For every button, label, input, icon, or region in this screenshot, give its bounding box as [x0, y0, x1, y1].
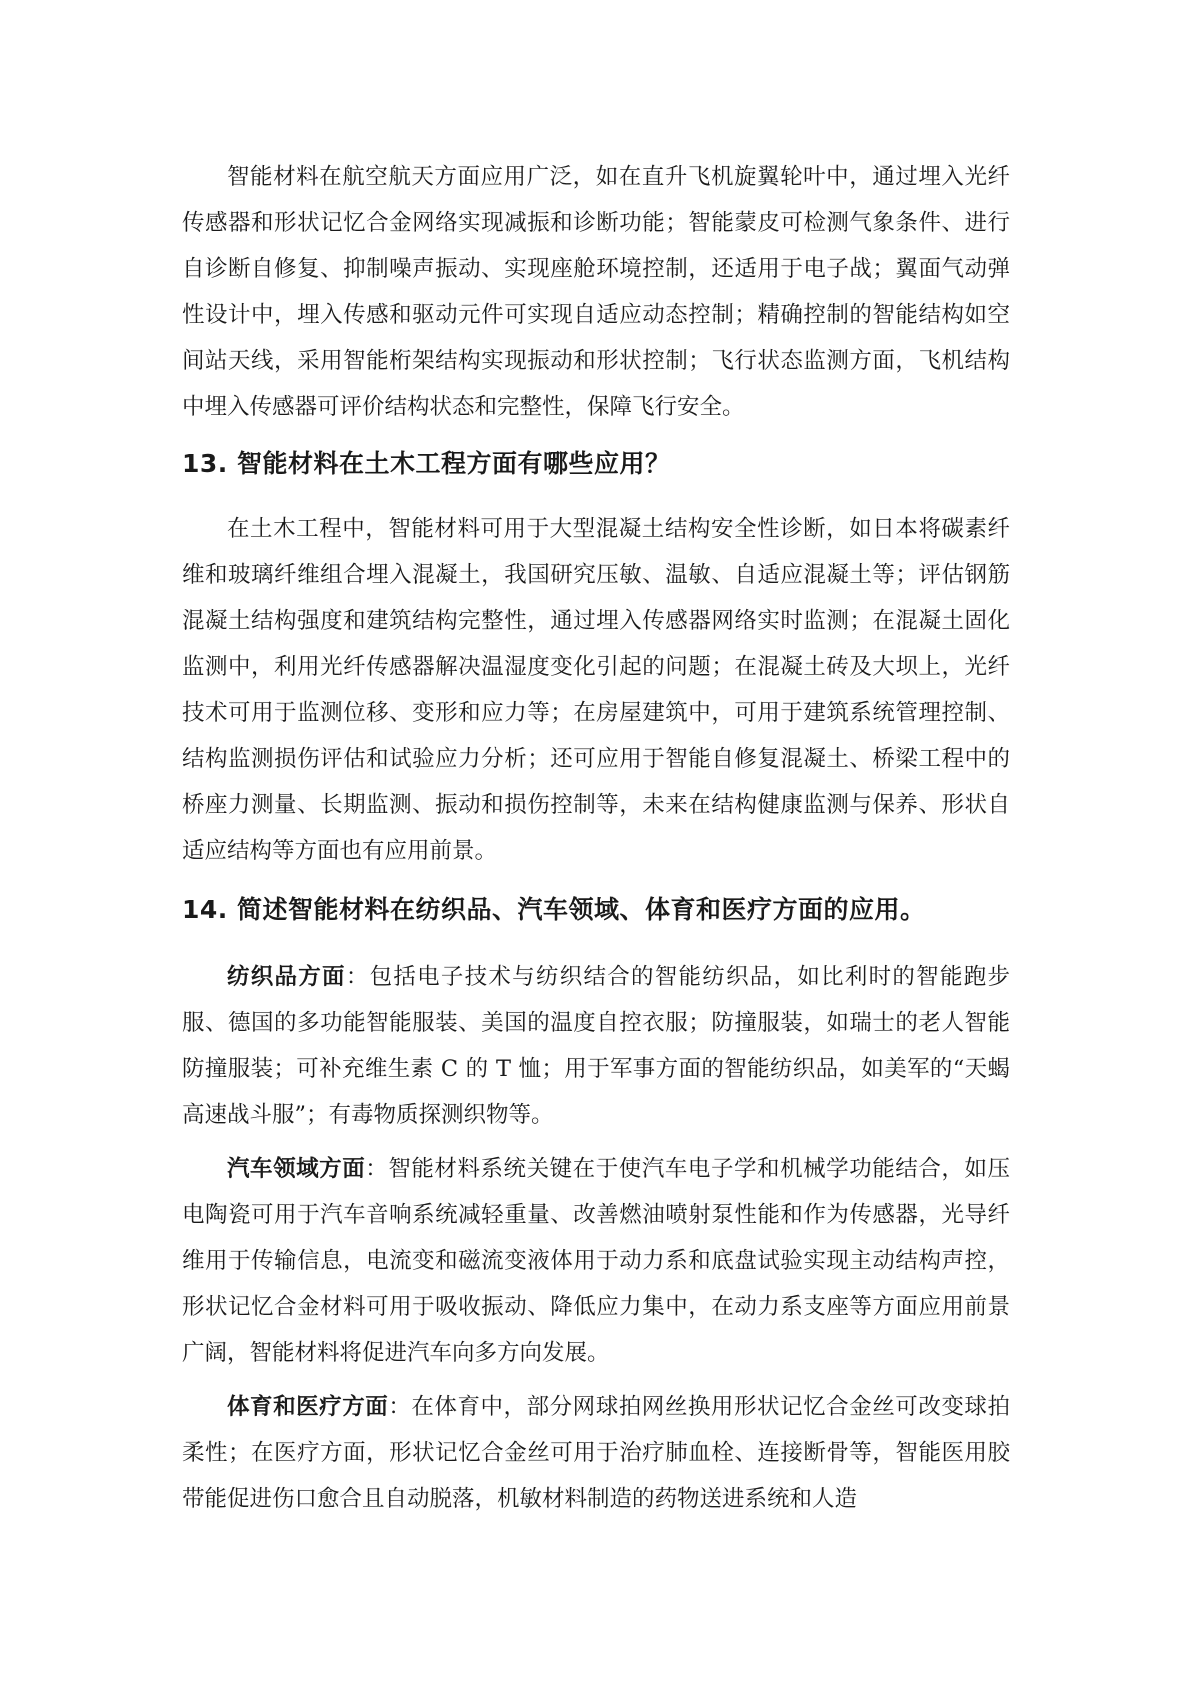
question-13-heading: 13. 智能材料在土木工程方面有哪些应用？ [182, 449, 671, 478]
automotive-lead: 汽车领域方面 [227, 1156, 366, 1182]
paragraph-sports-medical [182, 1384, 1010, 1522]
paragraph-aerospace: 智能材料在航空航天方面应用广泛，如在直升飞机旋翼轮叶中，通过埋入光纤传感器和形状记忆合金网络实现减振和诊断功能；智能蒙皮可检测气象条件、进行自诊断自修复、抑制噪声振动、实现座舱环境控制，还适用于电子战；翼面气动弹性设计中，埋入传感和驱动元件可实现自适应动态控制；精确控制的智能结构如空间站天线，采用智能桁架结构实现振动和形状控制；飞行状态监测方面，飞机结构中埋入传感器可评价结构状态和完整性，保障飞行安全。 [182, 164, 1010, 420]
sports-medical-lead: 体育和医疗方面 [227, 1394, 389, 1420]
textiles-lead: 纺织品方面 [227, 964, 346, 990]
document-content [182, 140, 1010, 1522]
question-14-heading: 14. 简述智能材料在纺织品、汽车领域、体育和医疗方面的应用。 [182, 895, 926, 924]
paragraph-textiles [182, 954, 1010, 1138]
textiles-text: ：包括电子技术与纺织结合的智能纺织品，如比利时的智能跑步服、德国的多功能智能服装、美国的温度自控衣服；防撞服装，如瑞士的老人智能防撞服装；可补充维生素 C 的 T 恤；用于军事方面的智能纺织品，如美军的“天蝎高速战斗服”；有毒物质探测织物等。 [182, 964, 1010, 1128]
paragraph-automotive [182, 1146, 1010, 1376]
automotive-text: ：智能材料系统关键在于使汽车电子学和机械学功能结合，如压电陶瓷可用于汽车音响系统减轻重量、改善燃油喷射泵性能和作为传感器，光导纤维用于传输信息，电流变和磁流变液体用于动力系和底盘试验实现主动结构声控，形状记忆合金材料可用于吸收振动、降低应力集中，在动力系支座等方面应用前景广阔，智能材料将促进汽车向多方向发展。 [182, 1156, 1010, 1366]
sports-medical-text: ：在体育中，部分网球拍网丝换用形状记忆合金丝可改变球拍柔性；在医疗方面，形状记忆合金丝可用于治疗肺血栓、连接断骨等，智能医用胶带能促进伤口愈合且自动脱落，机敏材料制造的药物送进系统和人造 [182, 1394, 1010, 1512]
paragraph-civil-engineering: 在土木工程中，智能材料可用于大型混凝土结构安全性诊断，如日本将碳素纤维和玻璃纤维组合埋入混凝土，我国研究压敏、温敏、自适应混凝土等；评估钢筋混凝土结构强度和建筑结构完整性，通过埋入传感器网络实时监测；在混凝土固化监测中，利用光纤传感器解决温湿度变化引起的问题；在混凝土砖及大坝上，光纤技术可用于监测位移、变形和应力等；在房屋建筑中，可用于建筑系统管理控制、结构监测损伤评估和试验应力分析；还可应用于智能自修复混凝土、桥梁工程中的桥座力测量、长期监测、振动和损伤控制等，未来在结构健康监测与保养、形状自适应结构等方面也有应用前景。 [182, 516, 1010, 864]
